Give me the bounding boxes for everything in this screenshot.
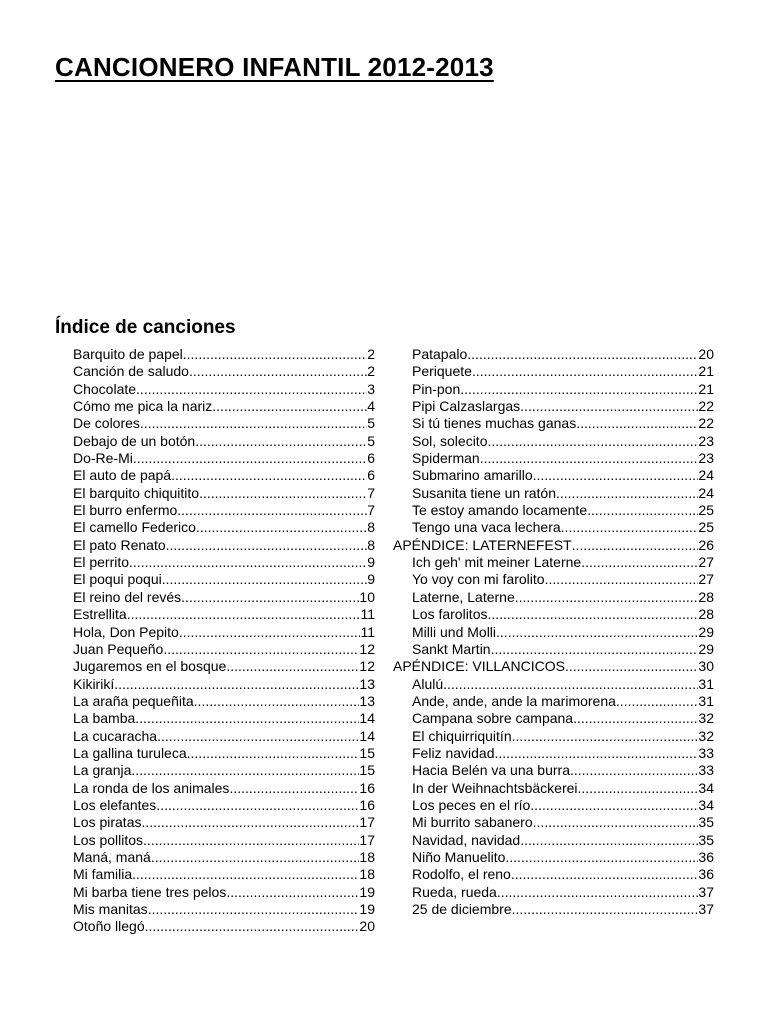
toc-song-title: Los peces en el río: [412, 796, 531, 813]
toc-song-title: Maná, maná: [73, 848, 151, 865]
toc-page-number: 2: [367, 363, 375, 380]
toc-page-number: 26: [698, 536, 714, 553]
toc-song-title: Spiderman: [412, 450, 480, 467]
toc-page-number: 27: [698, 554, 714, 571]
toc-entry: [393, 728, 714, 745]
toc-dot-leader: [132, 866, 359, 883]
toc-song-title: Yo voy con mi farolito: [412, 571, 545, 588]
toc-dot-leader: [512, 901, 699, 918]
toc-entry: [73, 693, 375, 710]
toc-section-title: APÉNDICE: VILLANCICOS: [393, 658, 565, 675]
toc-page-number: 31: [698, 692, 714, 709]
toc-song-title: Sankt Martin: [412, 640, 491, 657]
toc-dot-leader: [512, 728, 699, 745]
toc-page-number: 13: [359, 692, 375, 709]
toc-page-number: 2: [367, 346, 375, 362]
toc-song-title: Rodolfo, el reno: [412, 866, 511, 883]
toc-song-title: Los elefantes: [73, 796, 157, 813]
toc-page-number: 14: [359, 727, 375, 744]
toc-page-number: 7: [367, 502, 375, 519]
toc-entry: [393, 624, 714, 641]
toc-song-title: El burro enfermo: [73, 502, 178, 519]
toc-page-number: 16: [359, 779, 375, 796]
toc-dot-leader: [114, 676, 359, 693]
toc-page-number: 9: [367, 554, 375, 571]
toc-page-number: 36: [698, 866, 714, 883]
toc-dot-leader: [162, 571, 367, 588]
toc-page-number: 11: [360, 606, 375, 623]
toc-page-number: 25: [698, 519, 714, 536]
toc-page-number: 20: [698, 346, 714, 362]
toc-song-title: El barquito chiquitito: [73, 484, 200, 501]
toc-song-title: Mi barba tiene tres pelos: [73, 883, 227, 900]
toc-entry: [73, 363, 375, 380]
toc-dot-leader: [226, 884, 359, 901]
toc-entry: [393, 433, 714, 450]
toc-dot-leader: [472, 363, 698, 380]
toc-entry: [73, 780, 375, 797]
toc-section-heading: [393, 658, 714, 675]
toc-page-number: 37: [698, 901, 714, 917]
toc-page-number: 27: [698, 571, 714, 588]
toc-song-title: Chocolate: [73, 380, 137, 397]
toc-song-title: Hola, Don Pepito: [73, 623, 179, 640]
toc-page-number: 16: [359, 796, 375, 813]
toc-dot-leader: [187, 745, 360, 762]
toc-song-title: Pipi Calzaslargas: [412, 398, 521, 415]
toc-section-title: APÉNDICE: LATERNEFEST: [393, 536, 572, 553]
toc-page-number: 9: [367, 571, 375, 588]
toc-dot-leader: [135, 710, 359, 727]
toc-song-title: Cómo me pica la nariz: [73, 398, 213, 415]
toc-song-title: Los farolitos: [412, 606, 488, 623]
toc-dot-leader: [443, 676, 698, 693]
toc-entry: [393, 641, 714, 658]
toc-dot-leader: [163, 641, 359, 658]
toc-entry: [73, 884, 375, 901]
toc-entry: [393, 589, 714, 606]
toc-entry: [73, 381, 375, 398]
toc-page-number: 23: [698, 432, 714, 449]
toc-entry: [73, 710, 375, 727]
toc-page-number: 11: [360, 623, 375, 640]
toc-entry: [73, 537, 375, 554]
toc-page-number: 28: [698, 588, 714, 605]
toc-song-title: La cucaracha: [73, 727, 158, 744]
toc-dot-leader: [497, 884, 699, 901]
toc-page-number: 6: [367, 467, 375, 484]
toc-entry: [73, 606, 375, 623]
toc-entry: [73, 745, 375, 762]
toc-page-number: 22: [698, 415, 714, 432]
toc-entry: [73, 346, 375, 363]
toc-page-number: 5: [367, 432, 375, 449]
toc-page-number: 31: [698, 675, 714, 692]
toc-dot-leader: [515, 589, 699, 606]
toc-song-title: Hacia Belén va una burra: [412, 762, 570, 779]
toc-dot-leader: [530, 797, 698, 814]
toc-page-number: 28: [698, 606, 714, 623]
toc-entry: [393, 485, 714, 502]
toc-page-number: 22: [698, 398, 714, 415]
toc-entry: [73, 485, 375, 502]
toc-entry: [73, 866, 375, 883]
toc-dot-leader: [136, 381, 367, 398]
toc-song-title: El reino del revés: [73, 588, 182, 605]
index-column-right: [393, 346, 714, 918]
toc-song-title: La granja: [73, 762, 132, 779]
toc-entry: [393, 502, 714, 519]
toc-entry: [73, 849, 375, 866]
toc-dot-leader: [212, 398, 367, 415]
toc-dot-leader: [156, 797, 359, 814]
toc-song-title: El auto de papá: [73, 467, 172, 484]
toc-entry: [73, 571, 375, 588]
toc-page-number: 15: [359, 762, 375, 779]
toc-dot-leader: [226, 658, 359, 675]
toc-dot-leader: [496, 624, 698, 641]
toc-song-title: In der Weihnachtsbäckerei: [412, 779, 578, 796]
toc-song-title: Debajo de un botón: [73, 432, 196, 449]
toc-song-title: Mi burrito sabanero: [412, 814, 533, 831]
toc-page-number: 10: [359, 588, 375, 605]
toc-song-title: La ronda de los animales: [73, 779, 230, 796]
toc-dot-leader: [460, 381, 698, 398]
toc-entry: [73, 901, 375, 918]
toc-page-number: 25: [698, 502, 714, 519]
toc-entry: [393, 866, 714, 883]
toc-page-number: 29: [698, 623, 714, 640]
toc-song-title: Milli und Molli: [412, 623, 497, 640]
toc-song-title: De colores: [73, 415, 140, 432]
toc-song-title: Juan Pequeño: [73, 640, 164, 657]
toc-dot-leader: [157, 728, 359, 745]
toc-entry: [73, 797, 375, 814]
toc-dot-leader: [572, 537, 699, 554]
toc-dot-leader: [520, 832, 698, 849]
toc-dot-leader: [533, 467, 699, 484]
index-heading: Índice de canciones: [55, 317, 236, 338]
toc-dot-leader: [140, 415, 367, 432]
toc-dot-leader: [183, 346, 367, 363]
toc-page-number: 33: [698, 744, 714, 761]
toc-entry: [393, 363, 714, 380]
toc-page-number: 8: [367, 536, 375, 553]
toc-entry: [73, 433, 375, 450]
toc-page-number: 21: [698, 380, 714, 397]
toc-song-title: Barquito de papel: [73, 346, 183, 362]
toc-entry: [73, 814, 375, 831]
toc-dot-leader: [151, 849, 360, 866]
toc-song-title: 25 de diciembre: [412, 901, 512, 917]
toc-song-title: Kikirikí: [73, 675, 115, 692]
toc-entry: [73, 728, 375, 745]
toc-entry: [393, 467, 714, 484]
toc-dot-leader: [199, 485, 367, 502]
toc-song-title: Pin-pon: [412, 380, 461, 397]
toc-dot-leader: [148, 901, 360, 918]
toc-dot-leader: [143, 832, 359, 849]
toc-song-title: El pato Renato: [73, 536, 166, 553]
toc-dot-leader: [545, 571, 699, 588]
toc-page-number: 30: [698, 658, 714, 675]
toc-entry: [393, 745, 714, 762]
toc-dot-leader: [171, 467, 367, 484]
toc-page-number: 12: [359, 640, 375, 657]
toc-song-title: Patapalo: [412, 346, 468, 362]
toc-page-number: 18: [359, 866, 375, 883]
toc-song-title: Sol, solecito: [412, 432, 488, 449]
toc-dot-leader: [487, 606, 698, 623]
toc-dot-leader: [487, 433, 698, 450]
toc-page-number: 18: [359, 848, 375, 865]
toc-entry: [393, 346, 714, 363]
toc-entry: [393, 606, 714, 623]
toc-dot-leader: [565, 658, 698, 675]
toc-song-title: El poqui poqui: [73, 571, 162, 588]
toc-entry: [393, 884, 714, 901]
toc-song-title: Los pollitos: [73, 831, 144, 848]
toc-song-title: Susanita tiene un ratón: [412, 484, 556, 501]
toc-dot-leader: [570, 762, 698, 779]
toc-song-title: La bamba: [73, 710, 136, 727]
toc-song-title: Te estoy amando locamente: [412, 502, 588, 519]
toc-dot-leader: [189, 363, 367, 380]
document-title: CANCIONERO INFANTIL 2012-2013: [55, 52, 494, 82]
toc-dot-leader: [196, 519, 367, 536]
toc-song-title: Ande, ande, ande la marimorena: [412, 692, 616, 709]
toc-entry: [393, 450, 714, 467]
toc-page-number: 24: [698, 484, 714, 501]
toc-page-number: 4: [367, 398, 375, 415]
toc-page-number: 34: [698, 779, 714, 796]
toc-page-number: 3: [367, 380, 375, 397]
toc-song-title: El camello Federico: [73, 519, 196, 536]
toc-page-number: 7: [367, 484, 375, 501]
toc-song-title: El chiquirriquitín: [412, 727, 512, 744]
toc-entry: [393, 676, 714, 693]
toc-dot-leader: [229, 780, 359, 797]
toc-entry: [393, 832, 714, 849]
toc-song-title: La gallina turuleca: [73, 744, 187, 761]
toc-entry: [73, 762, 375, 779]
toc-song-title: Do-Re-Mi: [73, 450, 133, 467]
toc-song-title: Rueda, rueda: [412, 883, 497, 900]
toc-entry: [73, 676, 375, 693]
toc-entry: [393, 814, 714, 831]
toc-entry: [73, 658, 375, 675]
toc-page-number: 14: [359, 710, 375, 727]
toc-page-number: 6: [367, 450, 375, 467]
toc-entry: [73, 918, 375, 935]
toc-page-number: 19: [359, 901, 375, 917]
toc-dot-leader: [616, 693, 699, 710]
index-column-left: [73, 346, 375, 936]
toc-song-title: Navidad, navidad: [412, 831, 521, 848]
toc-dot-leader: [576, 415, 698, 432]
toc-page-number: 19: [359, 883, 375, 900]
toc-dot-leader: [195, 433, 367, 450]
toc-dot-leader: [181, 589, 359, 606]
toc-page-number: 21: [698, 363, 714, 380]
toc-entry: [73, 450, 375, 467]
toc-entry: [73, 502, 375, 519]
toc-entry: [393, 381, 714, 398]
toc-song-title: Mi familia: [73, 866, 133, 883]
toc-song-title: Canción de saludo: [73, 363, 189, 380]
toc-entry: [393, 710, 714, 727]
toc-entry: [393, 849, 714, 866]
toc-page-number: 36: [698, 848, 714, 865]
toc-entry: [73, 832, 375, 849]
toc-entry: [73, 554, 375, 571]
toc-page-number: 32: [698, 710, 714, 727]
toc-entry: [73, 589, 375, 606]
toc-entry: [393, 693, 714, 710]
toc-dot-leader: [145, 918, 360, 935]
toc-page-number: 24: [698, 467, 714, 484]
toc-dot-leader: [495, 745, 699, 762]
toc-dot-leader: [179, 624, 361, 641]
toc-entry: [393, 519, 714, 536]
toc-page-number: 13: [359, 675, 375, 692]
toc-song-title: Estrellita: [73, 606, 127, 623]
toc-dot-leader: [133, 450, 367, 467]
toc-dot-leader: [127, 606, 361, 623]
toc-song-title: Mis manitas: [73, 901, 148, 917]
toc-dot-leader: [587, 502, 698, 519]
toc-entry: [393, 554, 714, 571]
toc-page-number: 29: [698, 640, 714, 657]
toc-page-number: 15: [359, 744, 375, 761]
toc-song-title: El perrito: [73, 554, 130, 571]
toc-song-title: Laterne, Laterne: [412, 588, 515, 605]
toc-entry: [73, 415, 375, 432]
toc-song-title: Periquete: [412, 363, 472, 380]
toc-page-number: 17: [359, 831, 375, 848]
toc-dot-leader: [131, 762, 359, 779]
toc-dot-leader: [129, 554, 367, 571]
toc-dot-leader: [581, 554, 698, 571]
toc-entry: [393, 762, 714, 779]
toc-dot-leader: [578, 780, 699, 797]
toc-song-title: La araña pequeñita: [73, 692, 194, 709]
toc-page-number: 35: [698, 814, 714, 831]
toc-page-number: 23: [698, 450, 714, 467]
toc-dot-leader: [467, 346, 698, 363]
toc-entry: [73, 641, 375, 658]
toc-entry: [393, 901, 714, 918]
toc-entry: [393, 571, 714, 588]
toc-page-number: 17: [359, 814, 375, 831]
toc-entry: [393, 780, 714, 797]
toc-page-number: 34: [698, 796, 714, 813]
toc-dot-leader: [166, 537, 368, 554]
toc-page-number: 5: [367, 415, 375, 432]
toc-dot-leader: [556, 485, 698, 502]
toc-page-number: 12: [359, 658, 375, 675]
toc-page-number: 32: [698, 727, 714, 744]
toc-entry: [393, 797, 714, 814]
toc-dot-leader: [533, 814, 699, 831]
toc-page-number: 20: [359, 918, 375, 935]
toc-song-title: Campana sobre campana: [412, 710, 574, 727]
toc-entry: [73, 519, 375, 536]
toc-page-number: 8: [367, 519, 375, 536]
toc-dot-leader: [491, 641, 699, 658]
toc-entry: [73, 398, 375, 415]
toc-page-number: 37: [698, 883, 714, 900]
toc-dot-leader: [177, 502, 367, 519]
toc-song-title: Feliz navidad: [412, 744, 495, 761]
toc-song-title: Jugaremos en el bosque: [73, 658, 227, 675]
toc-dot-leader: [141, 814, 359, 831]
toc-page-number: 35: [698, 831, 714, 848]
toc-song-title: Si tú tienes muchas ganas: [412, 415, 577, 432]
toc-entry: [393, 415, 714, 432]
toc-song-title: Niño Manuelito: [412, 848, 506, 865]
toc-song-title: Alulú: [412, 675, 444, 692]
toc-entry: [73, 467, 375, 484]
toc-dot-leader: [505, 849, 698, 866]
toc-entry: [393, 398, 714, 415]
toc-dot-leader: [194, 693, 360, 710]
toc-page-number: 33: [698, 762, 714, 779]
toc-dot-leader: [561, 519, 699, 536]
toc-song-title: Otoño llegó: [73, 918, 145, 935]
toc-dot-leader: [520, 398, 698, 415]
toc-dot-leader: [511, 866, 699, 883]
toc-song-title: Ich geh' mit meiner Laterne: [412, 554, 582, 571]
toc-song-title: Tengo una vaca lechera: [412, 519, 561, 536]
toc-entry: [73, 624, 375, 641]
toc-song-title: Los piratas: [73, 814, 142, 831]
toc-section-heading: [393, 537, 714, 554]
toc-song-title: Submarino amarillo: [412, 467, 533, 484]
toc-dot-leader: [573, 710, 698, 727]
toc-dot-leader: [480, 450, 699, 467]
